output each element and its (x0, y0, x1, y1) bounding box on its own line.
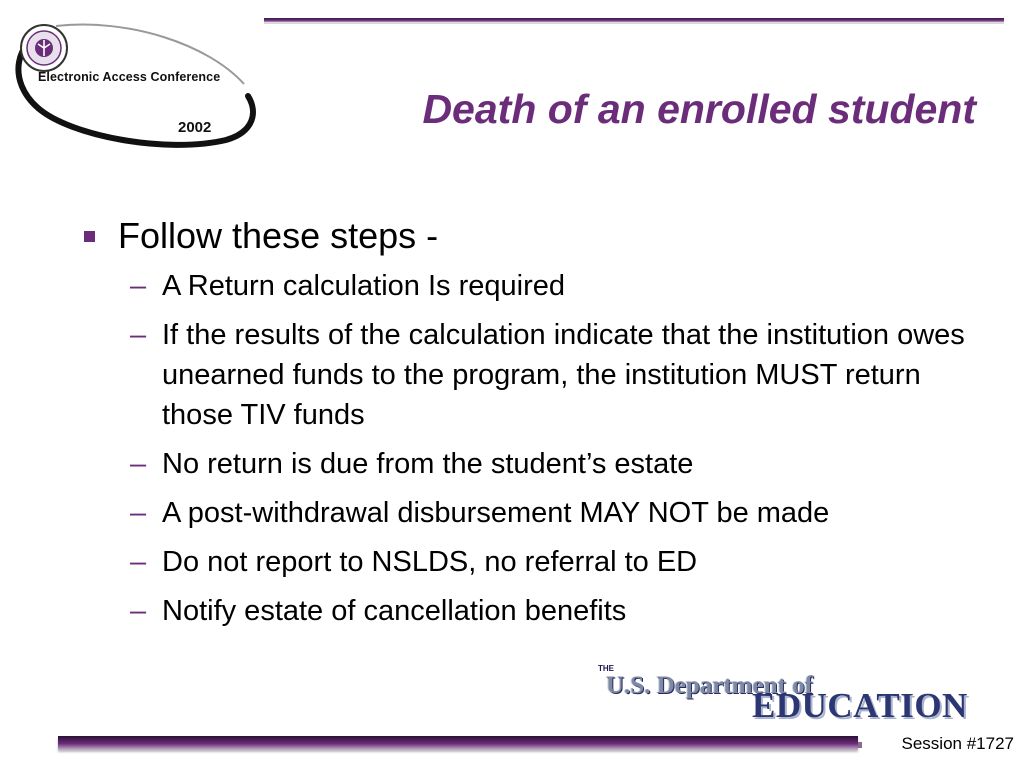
sub-bullet-item (80, 493, 980, 533)
sub-bullet-text: Notify estate of cancellation benefits (162, 595, 627, 627)
sub-bullet-text: Do not report to NSLDS, no referral to ED (162, 546, 698, 578)
conference-name: Electronic Access Conference (38, 70, 221, 84)
dept-name: U.S. Department of (606, 672, 813, 699)
sub-bullet-item (80, 444, 980, 484)
session-number: Session #1727 (901, 734, 1014, 753)
main-bullet (80, 212, 980, 262)
dash-bullet-icon: – (130, 448, 147, 480)
dash-bullet-icon: – (130, 497, 147, 529)
bottom-rule (58, 736, 858, 750)
sub-bullet-text: A Return calculation Is required (162, 270, 565, 302)
education-seal-icon (21, 25, 67, 71)
dept-the-label: THE (598, 664, 614, 673)
top-rule-shadow (264, 22, 1004, 24)
dash-bullet-icon: – (130, 546, 147, 578)
dash-bullet-icon: – (130, 595, 147, 627)
square-bullet-icon (84, 231, 95, 242)
sub-bullet-text: No return is due from the student’s estate (162, 448, 694, 480)
sub-bullet-item (80, 542, 980, 582)
dept-education: EDUCATION (752, 686, 968, 725)
conference-year: 2002 (178, 119, 212, 136)
bottom-rule-tail (858, 742, 862, 748)
dash-bullet-icon: – (130, 270, 147, 302)
slide-title: Death of an enrolled student (422, 86, 976, 132)
sub-bullet-item (80, 591, 980, 631)
sub-bullet-item (80, 315, 980, 435)
main-bullet-text: Follow these steps - (118, 215, 439, 256)
sub-bullet-text: If the results of the calculation indicate that the institution owes unearned funds to the program, the institution MUST return those TIV funds (162, 319, 965, 431)
conference-logo (8, 14, 258, 156)
slide-content (80, 212, 980, 640)
dash-bullet-icon: – (130, 319, 147, 351)
sub-bullet-text: A post-withdrawal disbursement MAY NOT be made (162, 497, 830, 529)
sub-bullet-list (80, 266, 980, 631)
sub-bullet-item (80, 266, 980, 306)
